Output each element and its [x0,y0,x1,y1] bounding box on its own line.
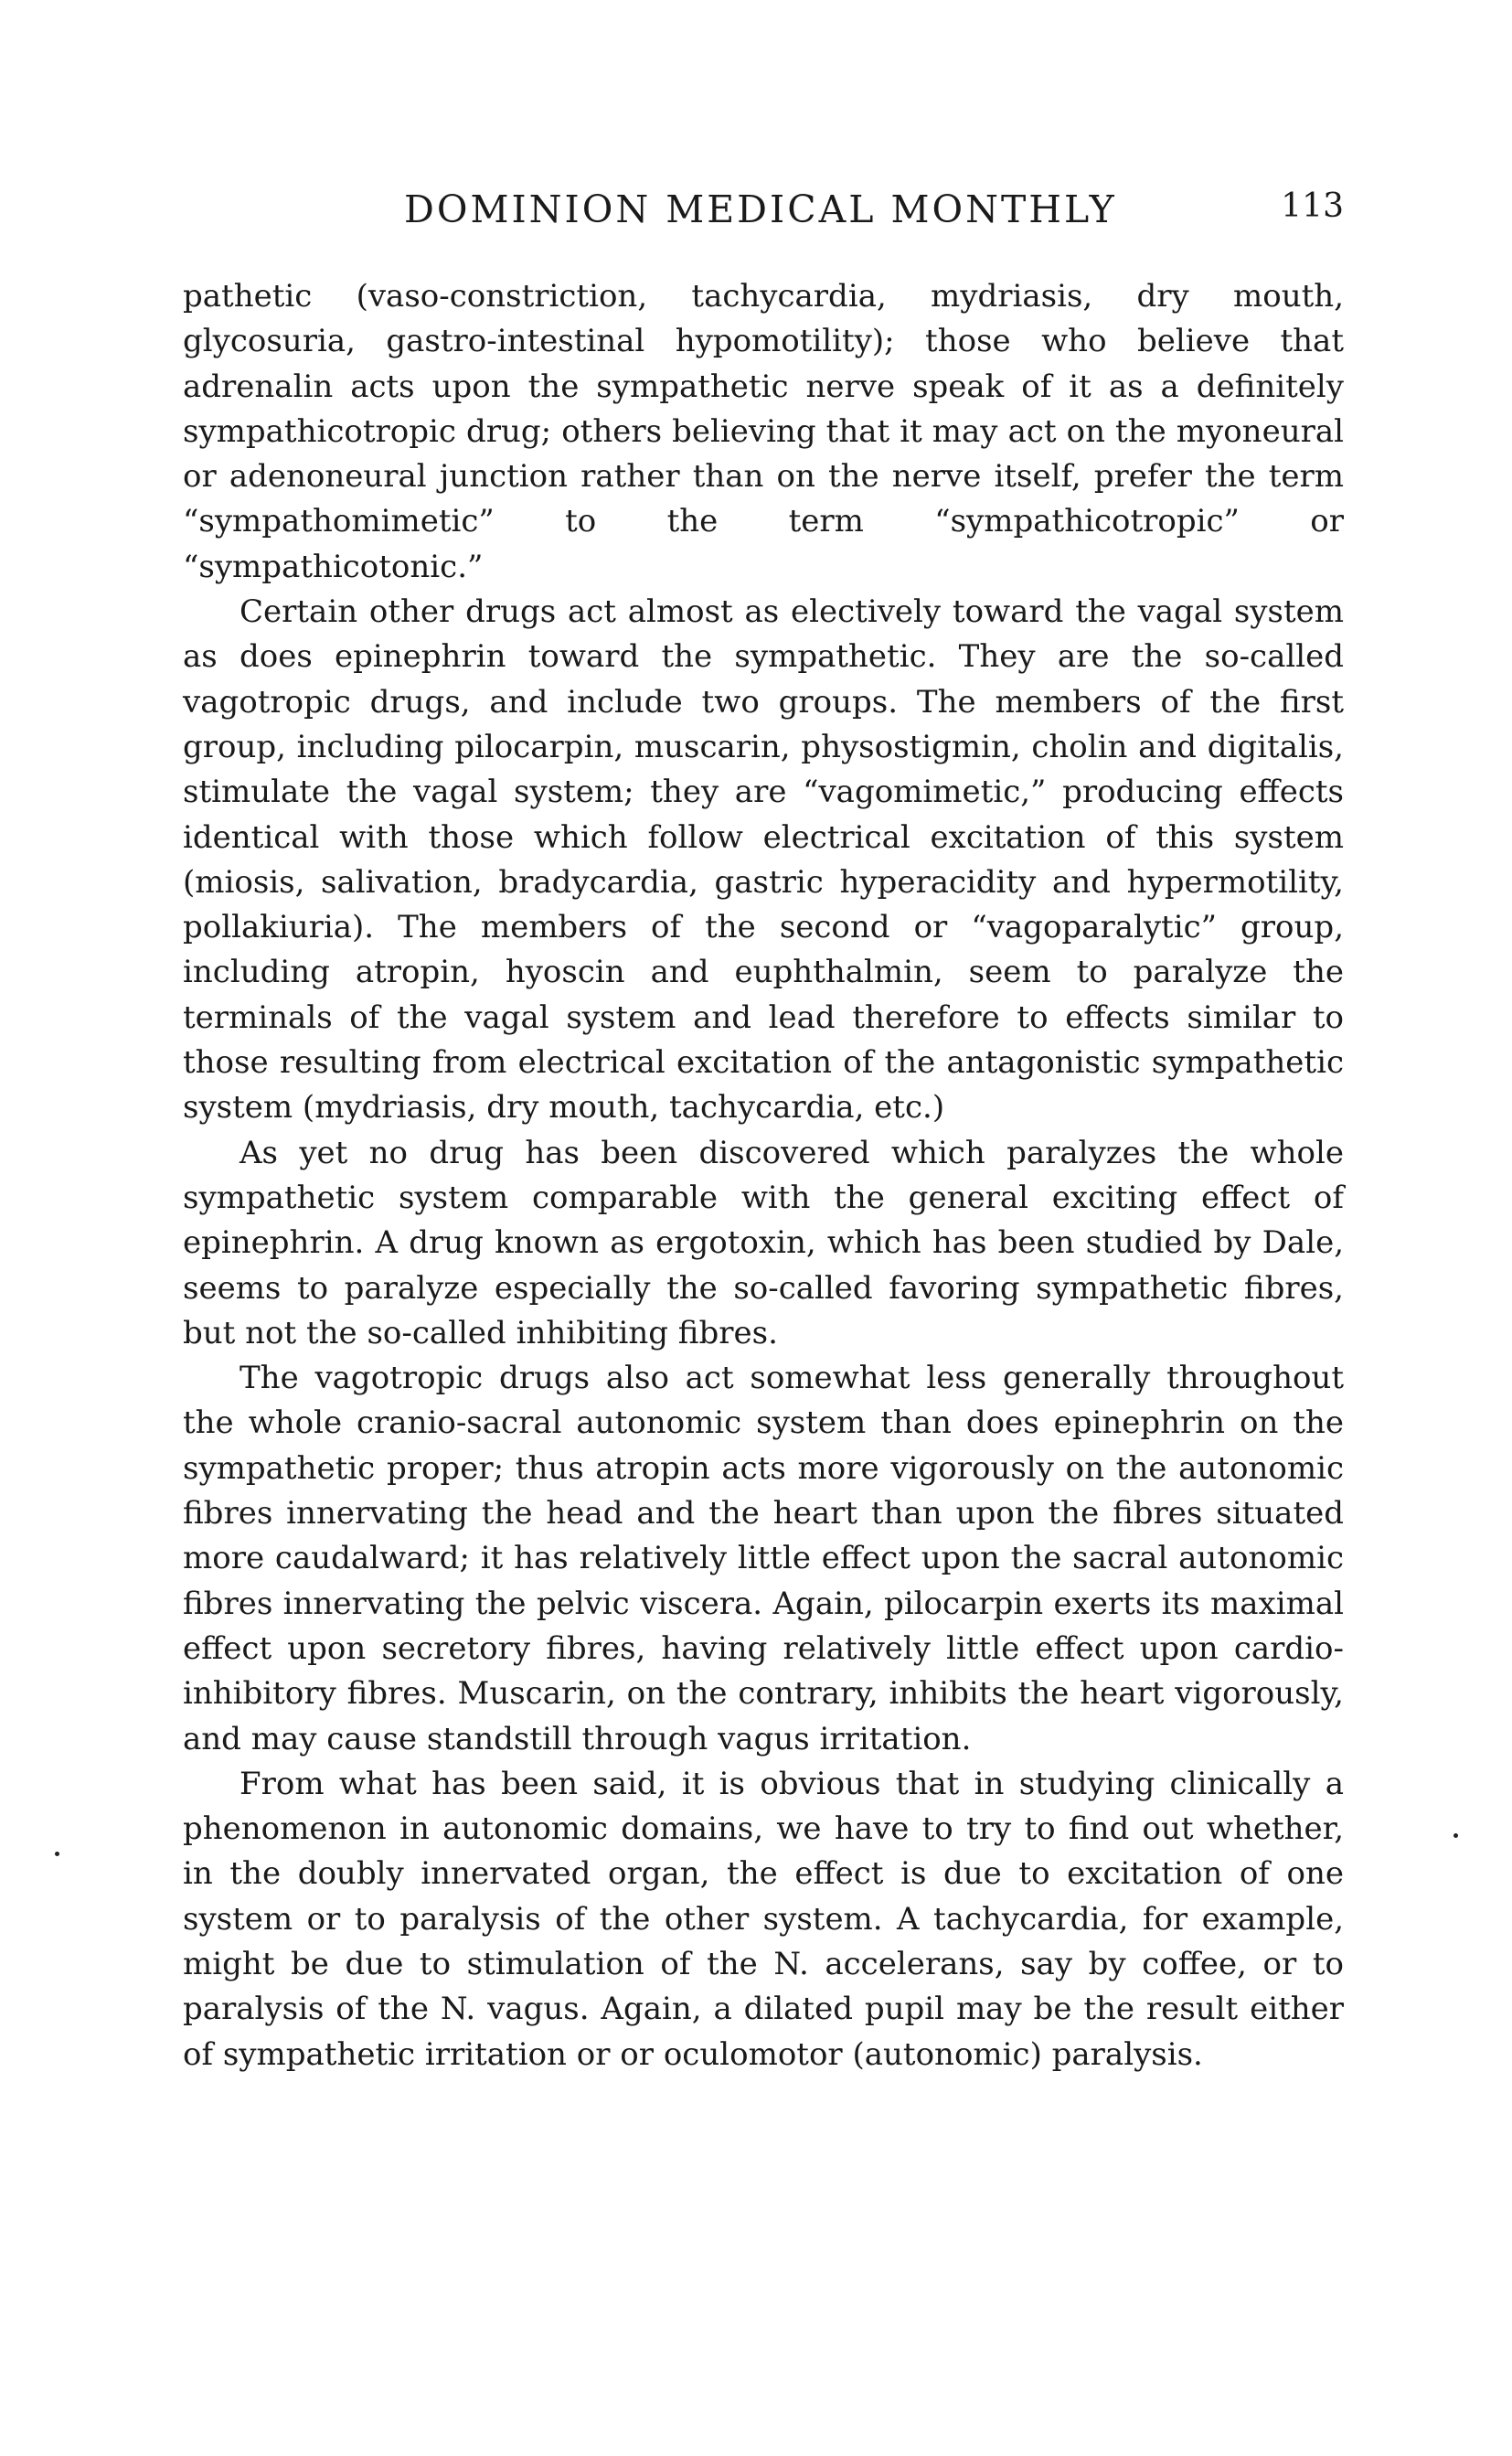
paragraph: Certain other drugs act almost as electively toward the vagal system as does epinephrin toward the sympathetic. They are the so-called vagotropic drugs, and include two groups. The members of the first group, including pilocarpin, muscarin, physostigmin, cholin and digitalis, stimulate the vagal system; they are “vagomimetic,” producing effects identical with those which follow electrical excitation of this system (miosis, salivation, bradycardia, gastric hyperacidity and hypermotility, pollakiuria). The members of the second or “vagoparalytic” group, including atropin, hyoscin and euphthalmin, seem to paralyze the terminals of the vagal system and lead therefore to effects similar to those resulting from electrical excitation of the antagonistic sympathetic system (mydriasis, dry mouth, tachycardia, etc.) [183,593,1344,1127]
paragraph-continued: pathetic (vaso-constriction, tachycardia, mydriasis, dry mouth, glycosuria, gastro-intestinal hypomotility); those who believe that adrenalin acts upon the sympathetic nerve speak of it as a definitely sympathicotropic drug; others believing that it may act on the myoneural or adenoneural junction rather than on the nerve itself, prefer the term “sympathomimetic” to the term “sympathicotropic” or “sympathicotonic.” [183,278,1344,585]
page-header [183,187,1344,233]
running-head: DOMINION MEDICAL MONTHLY [404,187,1117,231]
paragraph: From what has been said, it is obvious that in studying clinically a phenomenon in autonomic domains, we have to try to find out whether, in the doubly innervated organ, the effect is due to excitation of one system or to paralysis of the other system. A tachycardia, for example, might be due to stimulation of the N. accelerans, say by coffee, or to paralysis of the N. vagus. Again, a dilated pupil may be the result either of sympathetic irritation or or oculomotor (autonomic) paralysis. [183,1765,1344,2073]
paragraph: The vagotropic drugs also act somewhat less generally throughout the whole cranio-sacral autonomic system than does epinephrin on the sympathetic proper; thus atropin acts more vigorously on the autonomic fibres innervating the head and the heart than upon the fibres situated more caudalward; it has relatively little effect upon the sacral autonomic fibres innervating the pelvic viscera. Again, pilocarpin exerts its maximal effect upon secretory fibres, having relatively little effect upon cardio-inhibitory fibres. Muscarin, on the contrary, inhibits the heart vigorously, and may cause standstill through vagus irritation. [183,1360,1344,1757]
scan-speck [55,1852,59,1856]
scan-speck [1453,1833,1458,1838]
paragraph: As yet no drug has been discovered which paralyzes the whole sympathetic system comparable with the general exciting effect of epinephrin. A drug known as ergotoxin, which has been studied by Dale, seems to paralyze especially the so-called favoring sympathetic fibres, but not the so-called inhibiting fibres. [183,1134,1344,1351]
page-number: 113 [1281,187,1344,225]
body-text [183,274,1344,2077]
